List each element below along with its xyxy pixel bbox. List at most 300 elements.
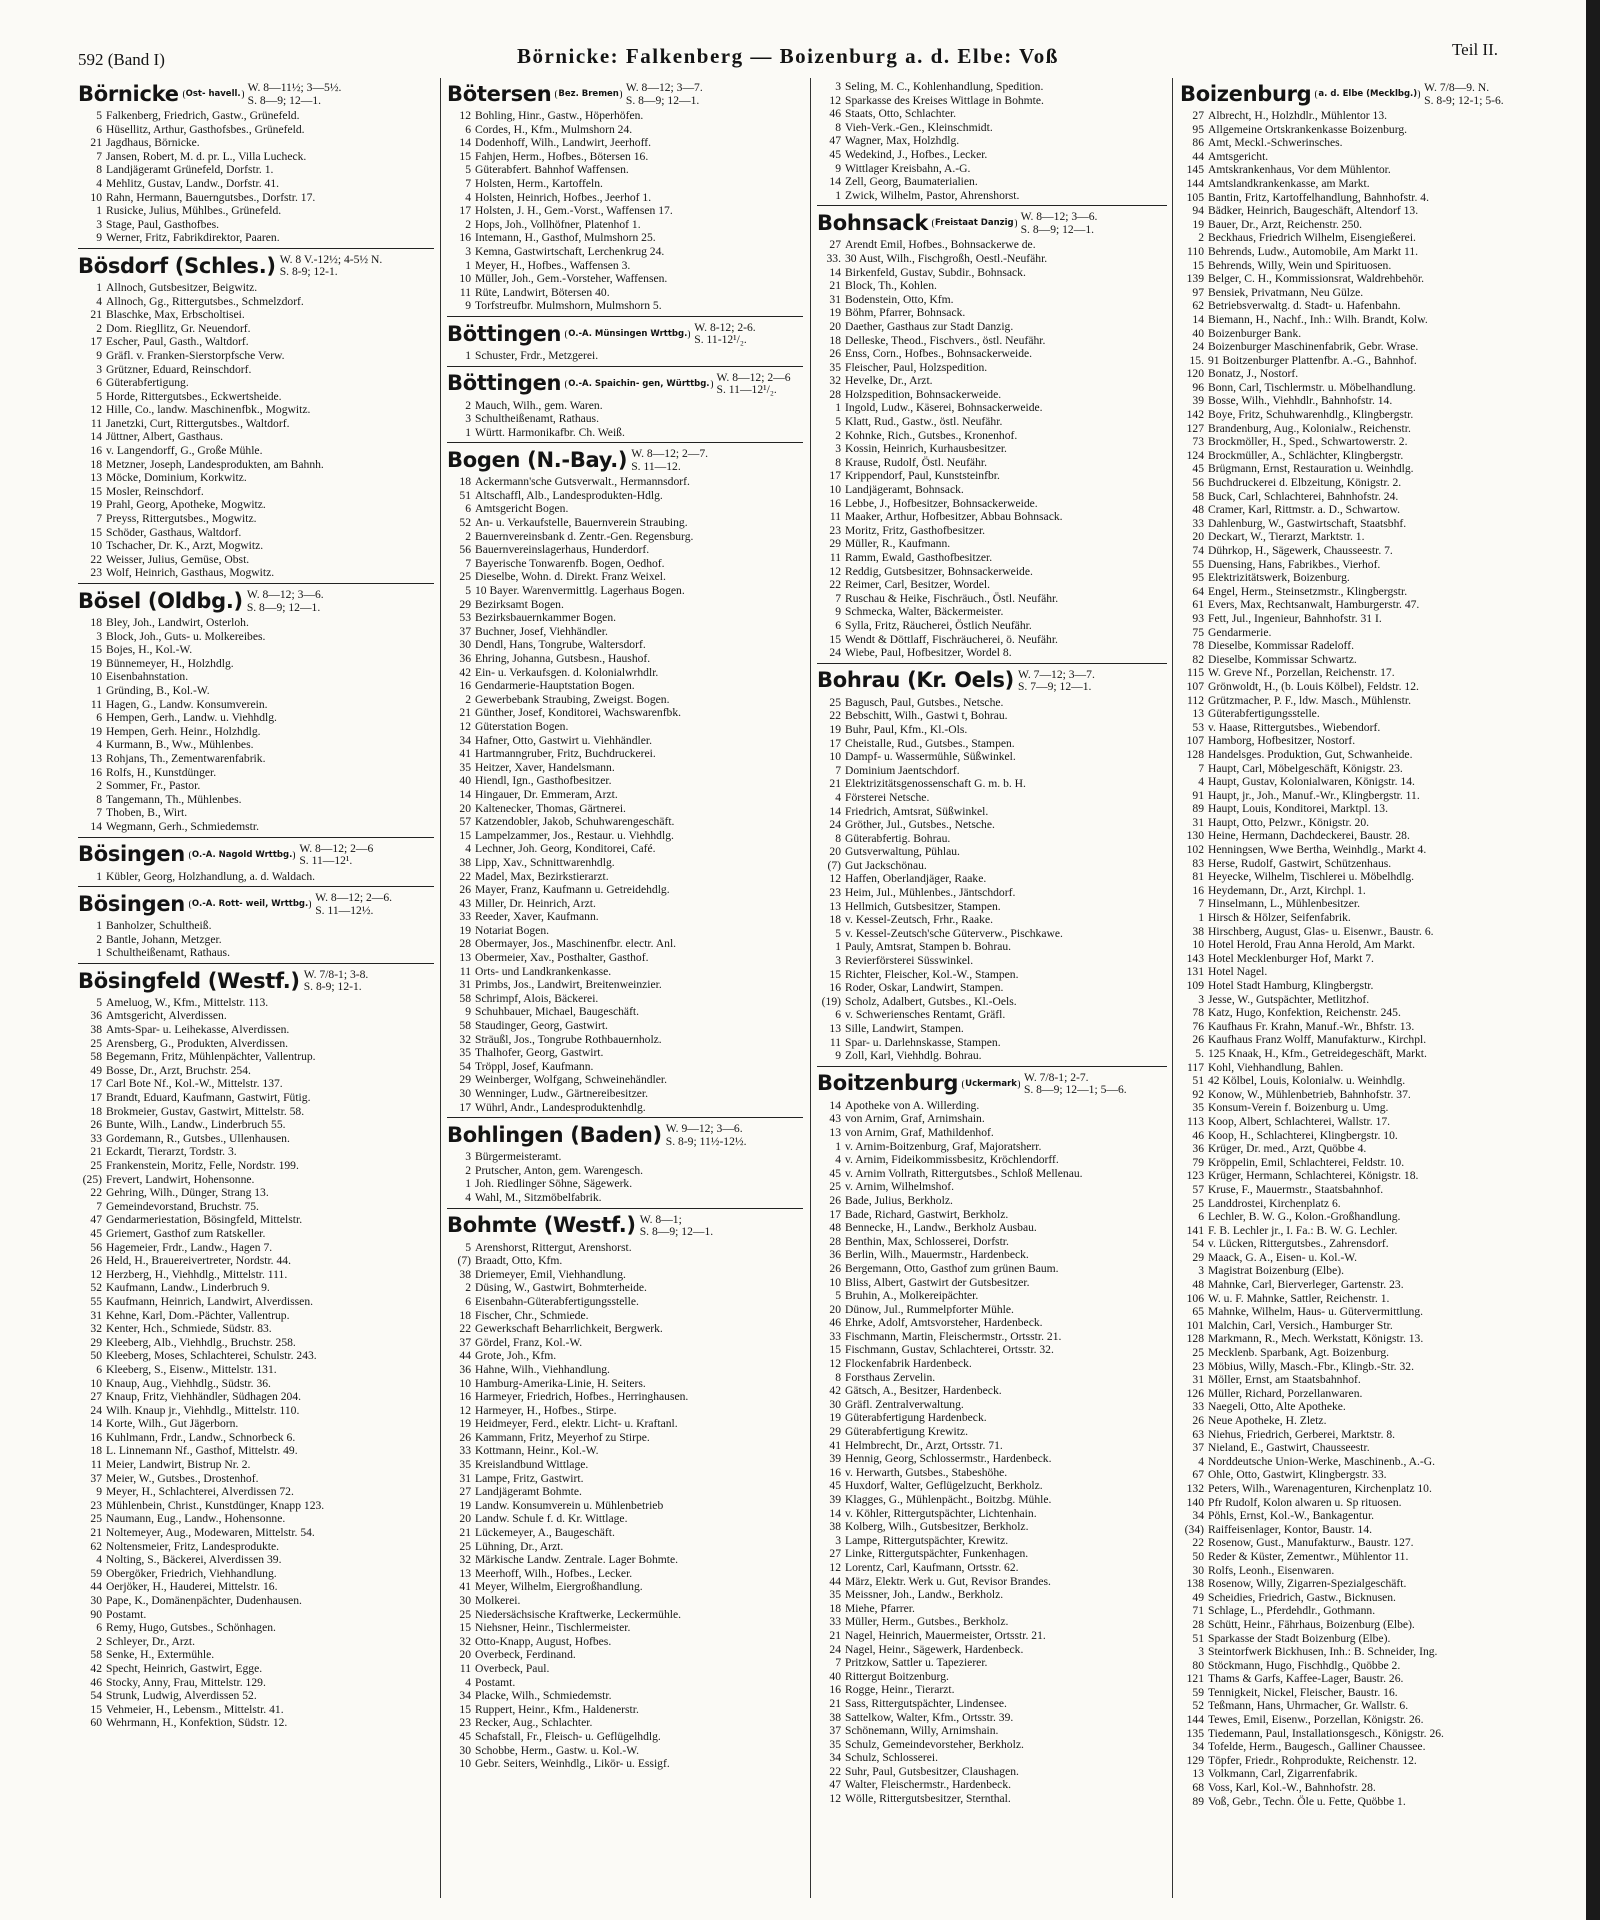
phone-number: 4 bbox=[465, 190, 471, 204]
section-divider bbox=[447, 1208, 803, 1209]
phone-number: 51 bbox=[459, 488, 471, 502]
list-item bbox=[1180, 1373, 1585, 1387]
list-item bbox=[447, 625, 803, 639]
phone-number: 14 bbox=[90, 819, 102, 833]
subscriber-name: Möcke, Dominium, Korkwitz. bbox=[106, 471, 247, 485]
subscriber-name: Dieselbe, Wohn. d. Direkt. Franz Weixel. bbox=[475, 570, 666, 584]
list-item bbox=[817, 1008, 1167, 1022]
list-item bbox=[817, 1276, 1167, 1290]
phone-number: 10 bbox=[459, 272, 471, 286]
phone-number: 132 bbox=[1186, 1481, 1204, 1495]
phone-number: 10 bbox=[90, 190, 102, 204]
list-item bbox=[78, 1349, 434, 1363]
list-item bbox=[1180, 286, 1585, 300]
list-item bbox=[78, 1009, 434, 1023]
list-item bbox=[78, 725, 434, 739]
town-block bbox=[78, 837, 434, 884]
phone-number: 25 bbox=[829, 1180, 841, 1194]
list-item bbox=[1180, 259, 1585, 273]
list-item bbox=[447, 245, 803, 259]
phone-number: 3 bbox=[96, 629, 102, 643]
list-item bbox=[78, 670, 434, 684]
list-item bbox=[78, 1417, 434, 1431]
subscriber-name: Tangemann, Th., Mühlenbes. bbox=[106, 792, 242, 806]
list-item bbox=[817, 1167, 1167, 1181]
subscriber-list bbox=[817, 696, 1167, 1063]
subscriber-name: Nagel, Heinr., Sägewerk, Hardenbeck. bbox=[845, 1642, 1024, 1656]
subscriber-name: Haupt, jr., Joh., Manuf.-Wr., Klingbergstr. 11. bbox=[1208, 788, 1420, 802]
subscriber-name: Raiffeisenlager, Kontor, Baustr. 14. bbox=[1208, 1522, 1373, 1536]
list-item bbox=[78, 1145, 434, 1159]
list-item bbox=[78, 458, 434, 472]
list-item bbox=[447, 1716, 803, 1730]
list-item bbox=[78, 485, 434, 499]
list-item bbox=[447, 489, 803, 503]
phone-number: 46 bbox=[829, 107, 841, 121]
phone-number: 12 bbox=[90, 1267, 102, 1281]
subscriber-name: Beckhaus, Friedrich Wilhelm, Eisengießerei. bbox=[1208, 231, 1416, 245]
subscriber-name: Heim, Jul., Mühlenbes., Jäntschdorf. bbox=[845, 886, 1016, 900]
subscriber-name: Lechler, B. W. G., Kolon.-Großhandlung. bbox=[1208, 1210, 1401, 1224]
subscriber-name: Bonn, Carl, Tischlermstr. u. Möbelhandlung. bbox=[1208, 380, 1416, 394]
subscriber-name: Kaltenecker, Thomas, Gärtnerei. bbox=[475, 801, 626, 815]
phone-number: 10 bbox=[1192, 938, 1204, 952]
list-item bbox=[78, 643, 434, 657]
phone-number: 3 bbox=[835, 442, 841, 456]
phone-number: 1 bbox=[96, 946, 102, 960]
section-divider bbox=[447, 1117, 803, 1118]
list-item bbox=[1180, 993, 1585, 1007]
town-qualifier: Freistaat Danzig bbox=[932, 219, 1017, 228]
phone-number: 1 bbox=[96, 280, 102, 294]
list-item bbox=[447, 349, 803, 363]
phone-number: 28 bbox=[829, 1234, 841, 1248]
subscriber-name: Belger, C. H., Kommissionsrat, Waldrehbehör. bbox=[1208, 272, 1425, 286]
subscriber-name: Amt, Meckl.-Schwerinsches. bbox=[1208, 136, 1343, 150]
phone-number: 56 bbox=[459, 543, 471, 557]
subscriber-name: Holzspedition, Bohnsackerweide. bbox=[845, 387, 1002, 401]
subscriber-name: Spar- u. Darlehnskasse, Stampen. bbox=[845, 1035, 1001, 1049]
phone-number: 16 bbox=[90, 444, 102, 458]
subscriber-name: Lampe, Rittergutspächter, Krewitz. bbox=[845, 1533, 1009, 1547]
phone-number: 2 bbox=[465, 1163, 471, 1177]
subscriber-list bbox=[817, 238, 1167, 659]
phone-number: 2 bbox=[96, 1634, 102, 1648]
phone-number: 21 bbox=[829, 1628, 841, 1642]
subscriber-name: Kolberg, Wilh., Gutsbesitzer, Berkholz. bbox=[845, 1520, 1029, 1534]
subscriber-name: Overbeck, Paul. bbox=[475, 1661, 550, 1675]
phone-number: 31 bbox=[459, 978, 471, 992]
subscriber-name: Schultheißenamt, Rathaus. bbox=[106, 946, 230, 960]
subscriber-name: Gewerkschaft Beharrlichkeit, Bergwerk. bbox=[475, 1322, 663, 1336]
phone-number: 43 bbox=[829, 1112, 841, 1126]
list-item bbox=[447, 965, 803, 979]
phone-number: 27 bbox=[90, 1390, 102, 1404]
list-item bbox=[78, 806, 434, 820]
subscriber-name: Werner, Fritz, Fabrikdirektor, Paaren. bbox=[106, 231, 280, 245]
phone-number: 37 bbox=[1192, 1441, 1204, 1455]
subscriber-name: Kurmann, B., Ww., Mühlenbes. bbox=[106, 738, 254, 752]
list-item bbox=[1180, 911, 1585, 925]
subscriber-name: Naegeli, Otto, Alte Apotheke. bbox=[1208, 1400, 1346, 1414]
list-item bbox=[817, 818, 1167, 832]
phone-number: 13 bbox=[829, 899, 841, 913]
phone-number: 106 bbox=[1186, 1291, 1204, 1305]
phone-number: 19 bbox=[1192, 217, 1204, 231]
phone-number: 36 bbox=[90, 1009, 102, 1023]
list-item bbox=[817, 1738, 1167, 1752]
phone-number: 24 bbox=[1192, 340, 1204, 354]
subscriber-name: Pauly, Amtsrat, Stampen b. Bohrau. bbox=[845, 940, 1012, 954]
subscriber-name: Rolfs, Leonh., Eisenwaren. bbox=[1208, 1563, 1335, 1577]
subscriber-list bbox=[78, 996, 434, 1730]
phone-number: 56 bbox=[1192, 476, 1204, 490]
subscriber-name: Harmeyer, Friedrich, Hofbes., Herringhausen. bbox=[475, 1390, 689, 1404]
phone-number: 44 bbox=[1192, 149, 1204, 163]
list-item bbox=[447, 1404, 803, 1418]
list-item bbox=[447, 177, 803, 191]
phone-number: 1 bbox=[465, 425, 471, 439]
phone-number: 19 bbox=[459, 923, 471, 937]
subscriber-name: Dampf- u. Wassermühle, Süßwinkel. bbox=[845, 750, 1016, 764]
subscriber-name: Gordemann, R., Gutsbes., Ullenhausen. bbox=[106, 1131, 290, 1145]
subscriber-name: März, Elektr. Werk u. Gut, Revisor Brandes. bbox=[845, 1574, 1051, 1588]
list-item bbox=[78, 1037, 434, 1051]
subscriber-name: Staats, Otto, Schlachter. bbox=[845, 107, 957, 121]
phone-number: 2 bbox=[96, 932, 102, 946]
list-item bbox=[1180, 231, 1585, 245]
subscriber-name: Lebbe, J., Hofbesitzer, Bohnsackerweide. bbox=[845, 496, 1038, 510]
subscriber-name: 30 Aust, Wilh., Fischgroßh, Oestl.-Neufähr. bbox=[845, 251, 1048, 265]
subscriber-name: Fischmann, Gustav, Schlachterei, Ortsstr. 32. bbox=[845, 1343, 1054, 1357]
list-item bbox=[1180, 843, 1585, 857]
phone-number: 11 bbox=[90, 697, 102, 711]
phone-number: 15 bbox=[1192, 258, 1204, 272]
phone-number: 20 bbox=[459, 1648, 471, 1662]
phone-number: 11 bbox=[459, 964, 471, 978]
list-item bbox=[817, 1547, 1167, 1561]
list-item bbox=[817, 737, 1167, 751]
phone-number: 54 bbox=[1192, 1237, 1204, 1251]
subscriber-name: Tiedemann, Paul, Installationsgesch., Königstr. 26. bbox=[1208, 1726, 1444, 1740]
phone-number: 9 bbox=[96, 348, 102, 362]
subscriber-name: Bergemann, Otto, Gasthof zum grünen Baum. bbox=[845, 1261, 1059, 1275]
phone-number: 107 bbox=[1186, 679, 1204, 693]
phone-number: 38 bbox=[829, 1520, 841, 1534]
list-item bbox=[1180, 571, 1585, 585]
list-item bbox=[1180, 1713, 1585, 1727]
subscriber-name: Heydemann, Dr., Arzt, Kirchpl. 1. bbox=[1208, 883, 1366, 897]
list-item bbox=[78, 698, 434, 712]
subscriber-name: Bezirksamt Bogen. bbox=[475, 597, 564, 611]
subscriber-name: Bantin, Fritz, Kartoffelhandlung, Bahnhofstr. 4. bbox=[1208, 190, 1429, 204]
subscriber-name: v. Köhler, Rittergutspächter, Lichtenhain. bbox=[845, 1506, 1037, 1520]
phone-number: 34 bbox=[459, 1689, 471, 1703]
list-item bbox=[1180, 1061, 1585, 1075]
list-item bbox=[78, 1309, 434, 1323]
list-item bbox=[447, 1444, 803, 1458]
subscriber-name: Güterstation Bogen. bbox=[475, 719, 569, 733]
list-item bbox=[78, 946, 434, 960]
subscriber-name: Bensiek, Privatmann, Neu Gülze. bbox=[1208, 285, 1364, 299]
list-item bbox=[447, 802, 803, 816]
phone-number: 16 bbox=[459, 231, 471, 245]
subscriber-name: Zwick, Wilhelm, Pastor, Ahrenshorst. bbox=[845, 188, 1020, 202]
subscriber-name: Niedersächsische Kraftwerke, Leckermühle. bbox=[475, 1607, 682, 1621]
list-item bbox=[817, 551, 1167, 565]
phone-number: 20 bbox=[829, 1302, 841, 1316]
list-item bbox=[1180, 327, 1585, 341]
list-item bbox=[447, 1730, 803, 1744]
list-item bbox=[1180, 272, 1585, 286]
phone-number: 130 bbox=[1186, 829, 1204, 843]
list-item bbox=[447, 924, 803, 938]
subscriber-name: Hotel Stadt Hamburg, Klingbergstr. bbox=[1208, 979, 1374, 992]
list-item bbox=[447, 231, 803, 245]
list-item bbox=[1180, 1332, 1585, 1346]
phone-number: 29 bbox=[459, 597, 471, 611]
list-item bbox=[817, 1303, 1167, 1317]
phone-number: 9 bbox=[465, 1005, 471, 1019]
subscriber-name: Bauernvereinslagerhaus, Hunderdorf. bbox=[475, 543, 650, 557]
subscriber-name: Rahn, Hermann, Bauerngutsbes., Dorfstr. 17. bbox=[106, 190, 316, 204]
phone-number: 37 bbox=[459, 624, 471, 638]
subscriber-name: Hingauer, Dr. Emmeram, Arzt. bbox=[475, 787, 618, 801]
list-item bbox=[1180, 1795, 1585, 1809]
phone-number: 35 bbox=[829, 1737, 841, 1751]
phone-number: 39 bbox=[1192, 394, 1204, 408]
list-item bbox=[78, 1241, 434, 1255]
subscriber-name: Gendarmeriestation, Bösingfeld, Mittelstr. bbox=[106, 1213, 303, 1227]
subscriber-name: v. Arnim Vollrath, Rittergutsbes., Schloß Mellenau. bbox=[845, 1166, 1083, 1180]
list-item bbox=[817, 832, 1167, 846]
list-item bbox=[447, 870, 803, 884]
subscriber-name: Scheidies, Friedrich, Gastw., Bicknusen. bbox=[1208, 1590, 1396, 1604]
phone-number: 46 bbox=[829, 1316, 841, 1330]
phone-number: 20 bbox=[459, 1512, 471, 1526]
subscriber-name: Landjägeramt, Bohnsack. bbox=[845, 483, 964, 497]
phone-number: 3 bbox=[1198, 1645, 1204, 1659]
subscriber-name: Amts-Spar- u. Leihekasse, Alverdissen. bbox=[106, 1023, 290, 1037]
subscriber-name: Apotheke von A. Willerding. bbox=[845, 1098, 980, 1112]
phone-number: 44 bbox=[459, 1349, 471, 1363]
phone-number: 15 bbox=[829, 967, 841, 981]
list-item bbox=[817, 429, 1167, 443]
subscriber-name: Kossin, Heinrich, Kurhausbesitzer. bbox=[845, 442, 1007, 456]
phone-number: 55 bbox=[90, 1294, 102, 1308]
list-item bbox=[447, 842, 803, 856]
phone-number: 6 bbox=[465, 1294, 471, 1308]
phone-number: 120 bbox=[1186, 367, 1204, 381]
phone-number: 14 bbox=[1192, 312, 1204, 326]
list-item bbox=[817, 1262, 1167, 1276]
subscriber-name: Haupt, Louis, Konditorei, Marktpl. 13. bbox=[1208, 802, 1389, 816]
list-item bbox=[447, 1363, 803, 1377]
subscriber-name: v. Arnim, Fideikommissbesitz, Kröchlendorff. bbox=[845, 1153, 1059, 1167]
list-item bbox=[817, 791, 1167, 805]
subscriber-name: Reddig, Gutsbesitzer, Bohnsackerweide. bbox=[845, 564, 1033, 578]
phone-number: 8 bbox=[96, 163, 102, 177]
subscriber-name: Pfr Rudolf, Kolon alwaren u. Sp rituosen. bbox=[1208, 1495, 1402, 1509]
list-item bbox=[447, 1241, 803, 1255]
phone-number: 15 bbox=[90, 484, 102, 498]
phone-number: 20 bbox=[829, 319, 841, 333]
list-item bbox=[817, 1022, 1167, 1036]
subscriber-name: Hotel Herold, Frau Anna Herold, Am Markt. bbox=[1208, 938, 1416, 952]
subscriber-name: Engel, Herm., Steinsetzmstr., Klingbergstr. bbox=[1208, 584, 1408, 598]
phone-number: 63 bbox=[1192, 1427, 1204, 1441]
subscriber-name: Delleske, Theod., Fischvers., östl. Neufähr. bbox=[845, 333, 1046, 347]
phone-number: 10 bbox=[829, 750, 841, 764]
list-item bbox=[78, 1091, 434, 1105]
office-hours: W. 8—11½; 3—5½. S. 8—9; 12—1. bbox=[247, 81, 342, 107]
list-item bbox=[447, 1553, 803, 1567]
subscriber-name: Miller, Dr. Heinrich, Arzt. bbox=[475, 896, 596, 910]
phone-number: 34 bbox=[1192, 1740, 1204, 1754]
phone-number: 35 bbox=[459, 1458, 471, 1472]
list-item bbox=[1180, 1496, 1585, 1510]
subscriber-name: Rüte, Landwirt, Bötersen 40. bbox=[475, 285, 610, 299]
subscriber-name: Noltemeyer, Aug., Modewaren, Mittelstr. 54. bbox=[106, 1526, 315, 1540]
list-item bbox=[78, 430, 434, 444]
list-item bbox=[447, 1703, 803, 1717]
list-item bbox=[447, 720, 803, 734]
town-name: Bötersen bbox=[447, 81, 552, 106]
phone-number: 123 bbox=[1186, 1169, 1204, 1183]
office-hours: W. 8—12; 2—6. S. 11—12½. bbox=[315, 891, 393, 917]
subscriber-name: Thoben, B., Wirt. bbox=[106, 806, 188, 820]
phone-number: 5 bbox=[835, 926, 841, 940]
phone-number: 19 bbox=[829, 1411, 841, 1425]
list-item bbox=[78, 1621, 434, 1635]
list-item bbox=[817, 320, 1167, 334]
subscriber-name: Strunk, Ludwig, Alverdissen 52. bbox=[106, 1689, 257, 1703]
subscriber-name: Knaup, Fritz, Viehhändler, Südhagen 204. bbox=[106, 1390, 302, 1404]
subscriber-name: Meyer, H., Schlachterei, Alverdissen 72. bbox=[106, 1485, 294, 1499]
subscriber-name: Griemert, Gasthof zum Ratskeller. bbox=[106, 1226, 266, 1240]
subscriber-name: Kruse, F., Mauermstr., Staatsbahnhof. bbox=[1208, 1182, 1384, 1196]
list-item bbox=[1180, 1278, 1585, 1292]
list-item bbox=[1180, 163, 1585, 177]
phone-number: 14 bbox=[829, 1098, 841, 1112]
list-item bbox=[447, 1431, 803, 1445]
subscriber-name: Güterabfertigung Hardenbeck. bbox=[845, 1411, 987, 1425]
phone-number: 39 bbox=[829, 1493, 841, 1506]
list-item bbox=[447, 992, 803, 1006]
phone-number: 13 bbox=[829, 1022, 841, 1035]
list-item bbox=[817, 1330, 1167, 1344]
phone-number: 13 bbox=[90, 471, 102, 485]
phone-number: 17 bbox=[459, 1100, 471, 1114]
phone-number: 27 bbox=[459, 1485, 471, 1499]
list-item bbox=[1180, 1740, 1585, 1754]
phone-number: 12 bbox=[829, 1357, 841, 1371]
list-item bbox=[78, 1254, 434, 1268]
phone-number: 21 bbox=[459, 706, 471, 720]
phone-number: 22 bbox=[1192, 1536, 1204, 1550]
phone-number: 141 bbox=[1186, 1223, 1204, 1237]
phone-number: 5 bbox=[465, 584, 471, 598]
subscriber-name: Brockmöller, H., Sped., Schwartowerstr. 2. bbox=[1208, 435, 1408, 449]
subscriber-name: Deckart, W., Tierarzt, Marktstr. 1. bbox=[1208, 530, 1365, 544]
subscriber-name: Hüsellitz, Arthur, Gasthofsbes., Grünefeld. bbox=[106, 122, 305, 136]
town-heading bbox=[78, 82, 434, 107]
subscriber-name: Böhm, Pfarrer, Bohnsack. bbox=[845, 306, 966, 320]
subscriber-name: Ruschau & Heike, Fischräuch., Östl. Neufähr. bbox=[845, 591, 1059, 605]
list-item bbox=[447, 598, 803, 612]
list-item bbox=[447, 1580, 803, 1594]
phone-number: 25 bbox=[90, 1036, 102, 1050]
subscriber-name: Seling, M. C., Kohlenhandlung, Spedition. bbox=[845, 80, 1044, 93]
list-item bbox=[78, 363, 434, 377]
phone-number: 49 bbox=[1192, 1590, 1204, 1604]
phone-number: 54 bbox=[459, 1059, 471, 1073]
subscriber-name: Allnoch, Gg., Rittergutsbes., Schmelzdorf. bbox=[106, 294, 304, 308]
subscriber-name: Dom. Riegllitz, Gr. Neuendorf. bbox=[106, 321, 251, 335]
phone-number: 30 bbox=[459, 638, 471, 652]
subscriber-name: Madel, Max, Bezirkstierarzt. bbox=[475, 869, 609, 883]
office-hours: W. 8—1; S. 8—9; 12—1. bbox=[639, 1212, 714, 1239]
subscriber-name: Driemeyer, Emil, Viehhandlung. bbox=[475, 1267, 626, 1281]
list-item bbox=[1180, 1264, 1585, 1278]
list-item bbox=[447, 399, 803, 413]
list-item bbox=[78, 218, 434, 232]
subscriber-name: Müller, Joh., Gem.-Vorsteher, Waffensen. bbox=[475, 272, 668, 286]
subscriber-name: Gut Jackschönau. bbox=[845, 858, 927, 872]
subscriber-list bbox=[78, 109, 434, 245]
list-item bbox=[1180, 1536, 1585, 1550]
phone-number: 10 bbox=[90, 539, 102, 553]
phone-number: 93 bbox=[1192, 611, 1204, 625]
phone-number: 32 bbox=[459, 1032, 471, 1046]
subscriber-name: Norddeutsche Union-Werke, Maschinenb., A.-G. bbox=[1208, 1454, 1436, 1468]
phone-number: 27 bbox=[1192, 109, 1204, 122]
list-item bbox=[817, 1561, 1167, 1575]
subscriber-list bbox=[78, 281, 434, 580]
town-block bbox=[817, 663, 1167, 1063]
subscriber-name: Hartmanngruber, Fritz, Buchdruckerei. bbox=[475, 747, 656, 761]
list-item bbox=[447, 1744, 803, 1758]
list-item bbox=[1180, 1006, 1585, 1020]
subscriber-name: Bley, Joh., Landwirt, Osterloh. bbox=[106, 616, 249, 629]
subscriber-name: Gätsch, A., Besitzer, Hardenbeck. bbox=[845, 1384, 1002, 1398]
phone-number: 107 bbox=[1186, 734, 1204, 748]
subscriber-name: Hellmich, Gutsbesitzer, Stampen. bbox=[845, 899, 1001, 913]
subscriber-name: Bade, Richard, Gastwirt, Berkholz. bbox=[845, 1207, 1009, 1221]
list-item bbox=[817, 107, 1167, 121]
list-item bbox=[817, 1670, 1167, 1684]
subscriber-name: Eisenbahn-Güterabfertigungsstelle. bbox=[475, 1294, 639, 1308]
town-qualifier: O.-A. Münsingen Wrttbg. bbox=[565, 330, 690, 339]
subscriber-name: Ein- u. Verkaufsgen. d. Kolonialwrhdlr. bbox=[475, 665, 659, 679]
list-item bbox=[817, 968, 1167, 982]
phone-number: 45 bbox=[829, 147, 841, 161]
list-item bbox=[447, 1005, 803, 1019]
subscriber-name: Landw. Schule f. d. Kr. Wittlage. bbox=[475, 1512, 628, 1526]
subscriber-name: Falkenberg, Friedrich, Gastw., Grünefeld. bbox=[106, 109, 300, 122]
list-item bbox=[1180, 1156, 1585, 1170]
phone-number: 82 bbox=[1192, 652, 1204, 666]
subscriber-name: Niehsner, Heinr., Tischlermeister. bbox=[475, 1621, 631, 1635]
phone-number: 5. bbox=[1195, 1046, 1204, 1060]
phone-number: 135 bbox=[1186, 1726, 1204, 1740]
phone-number: 9 bbox=[835, 605, 841, 619]
list-item bbox=[78, 1512, 434, 1526]
subscriber-name: Hahne, Wilh., Viehhandlung. bbox=[475, 1362, 610, 1376]
subscriber-name: Primbs, Jos., Landwirt, Breitenweinzier. bbox=[475, 978, 662, 992]
phone-number: 16 bbox=[829, 496, 841, 510]
town-block bbox=[447, 1208, 803, 1771]
